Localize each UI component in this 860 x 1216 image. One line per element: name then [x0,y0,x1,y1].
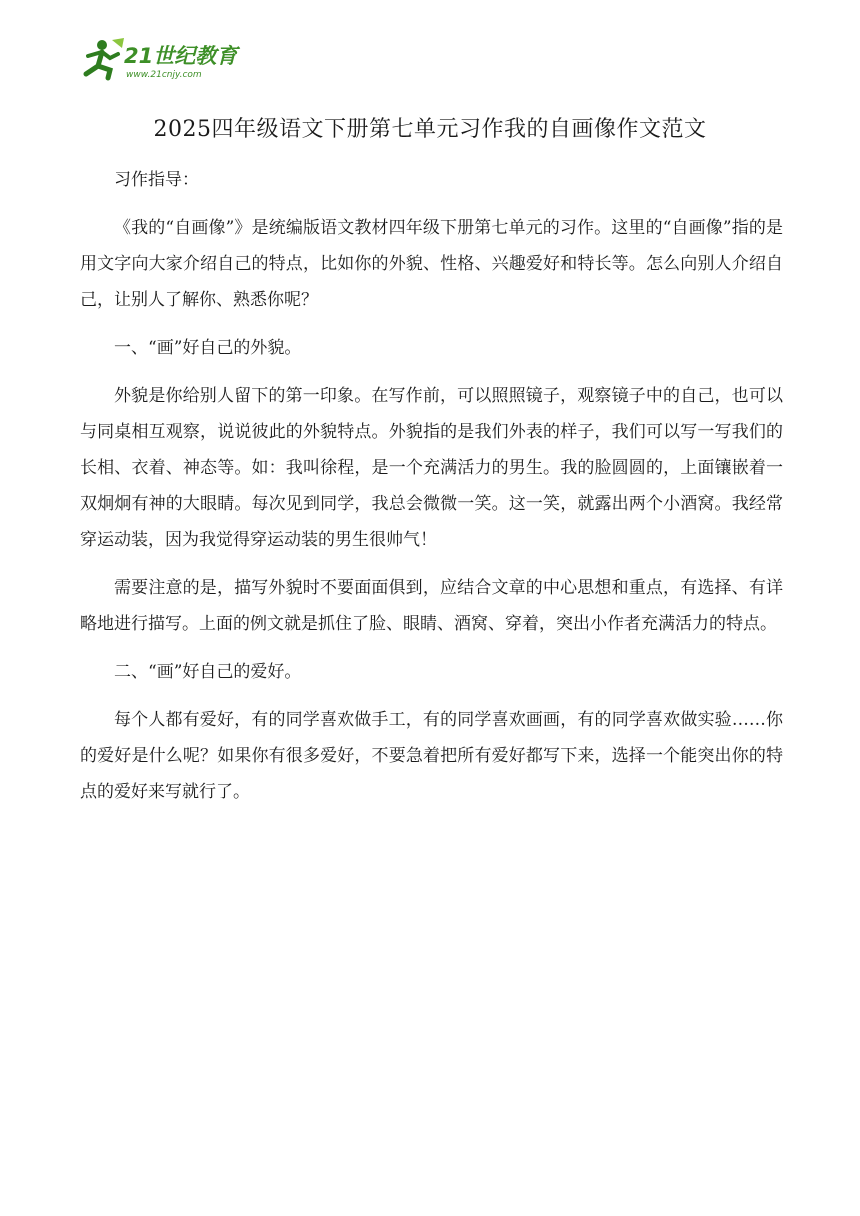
section-heading-appearance: 一、“画”好自己的外貌。 [114,338,302,358]
paragraph-appearance-note: 需要注意的是，描写外貌时不要面面俱到，应结合文章的中心思想和重点，有选择、有详略地进行描写。上面的例文就是抓住了脸、眼睛、酒窝、穿着，突出小作者充满活力的特点。 [80,578,783,634]
paragraph-intro: 《我的“自画像”》是统编版语文教材四年级下册第七单元的习作。这里的“自画像”指的是用文字向大家介绍自己的特点，比如你的外貌、性格、兴趣爱好和特长等。怎么向别人介绍自己，让别人了解你、熟悉你呢？ [80,218,783,310]
paragraph-guide-heading: 习作指导： [114,170,199,190]
logo-name: 21世纪教育 [124,44,238,68]
section-heading-hobby: 二、“画”好自己的爱好。 [114,662,302,682]
paragraph-appearance: 外貌是你给别人留下的第一印象。在写作前，可以照照镜子，观察镜子中的自己，也可以与同桌相互观察，说说彼此的外貌特点。外貌指的是我们外表的样子，我们可以写一写我们的长相、衣着、神态等。如：我叫徐程，是一个充满活力的男生。我的脸圆圆的，上面镶嵌着一双炯炯有神的大眼睛。每次见到同学，我总会微微一笑。这一笑，就露出两个小酒窝。我经常穿运动装，因为我觉得穿运动装的男生很帅气！ [80,386,783,550]
logo-url: www.21cnjy.com [126,70,202,80]
logo-graphic [80,36,245,82]
paragraph-hobby: 每个人都有爱好，有的同学喜欢做手工，有的同学喜欢画画，有的同学喜欢做实验……你的爱好是什么呢？如果你有很多爱好，不要急着把所有爱好都写下来，选择一个能突出你的特点的爱好来写就行了。 [80,710,783,802]
document-body [80,162,783,822]
running-figure-icon [86,38,124,78]
document-title: 2025四年级语文下册第七单元习作我的自画像作文范文 [153,117,707,142]
site-logo [80,36,245,82]
